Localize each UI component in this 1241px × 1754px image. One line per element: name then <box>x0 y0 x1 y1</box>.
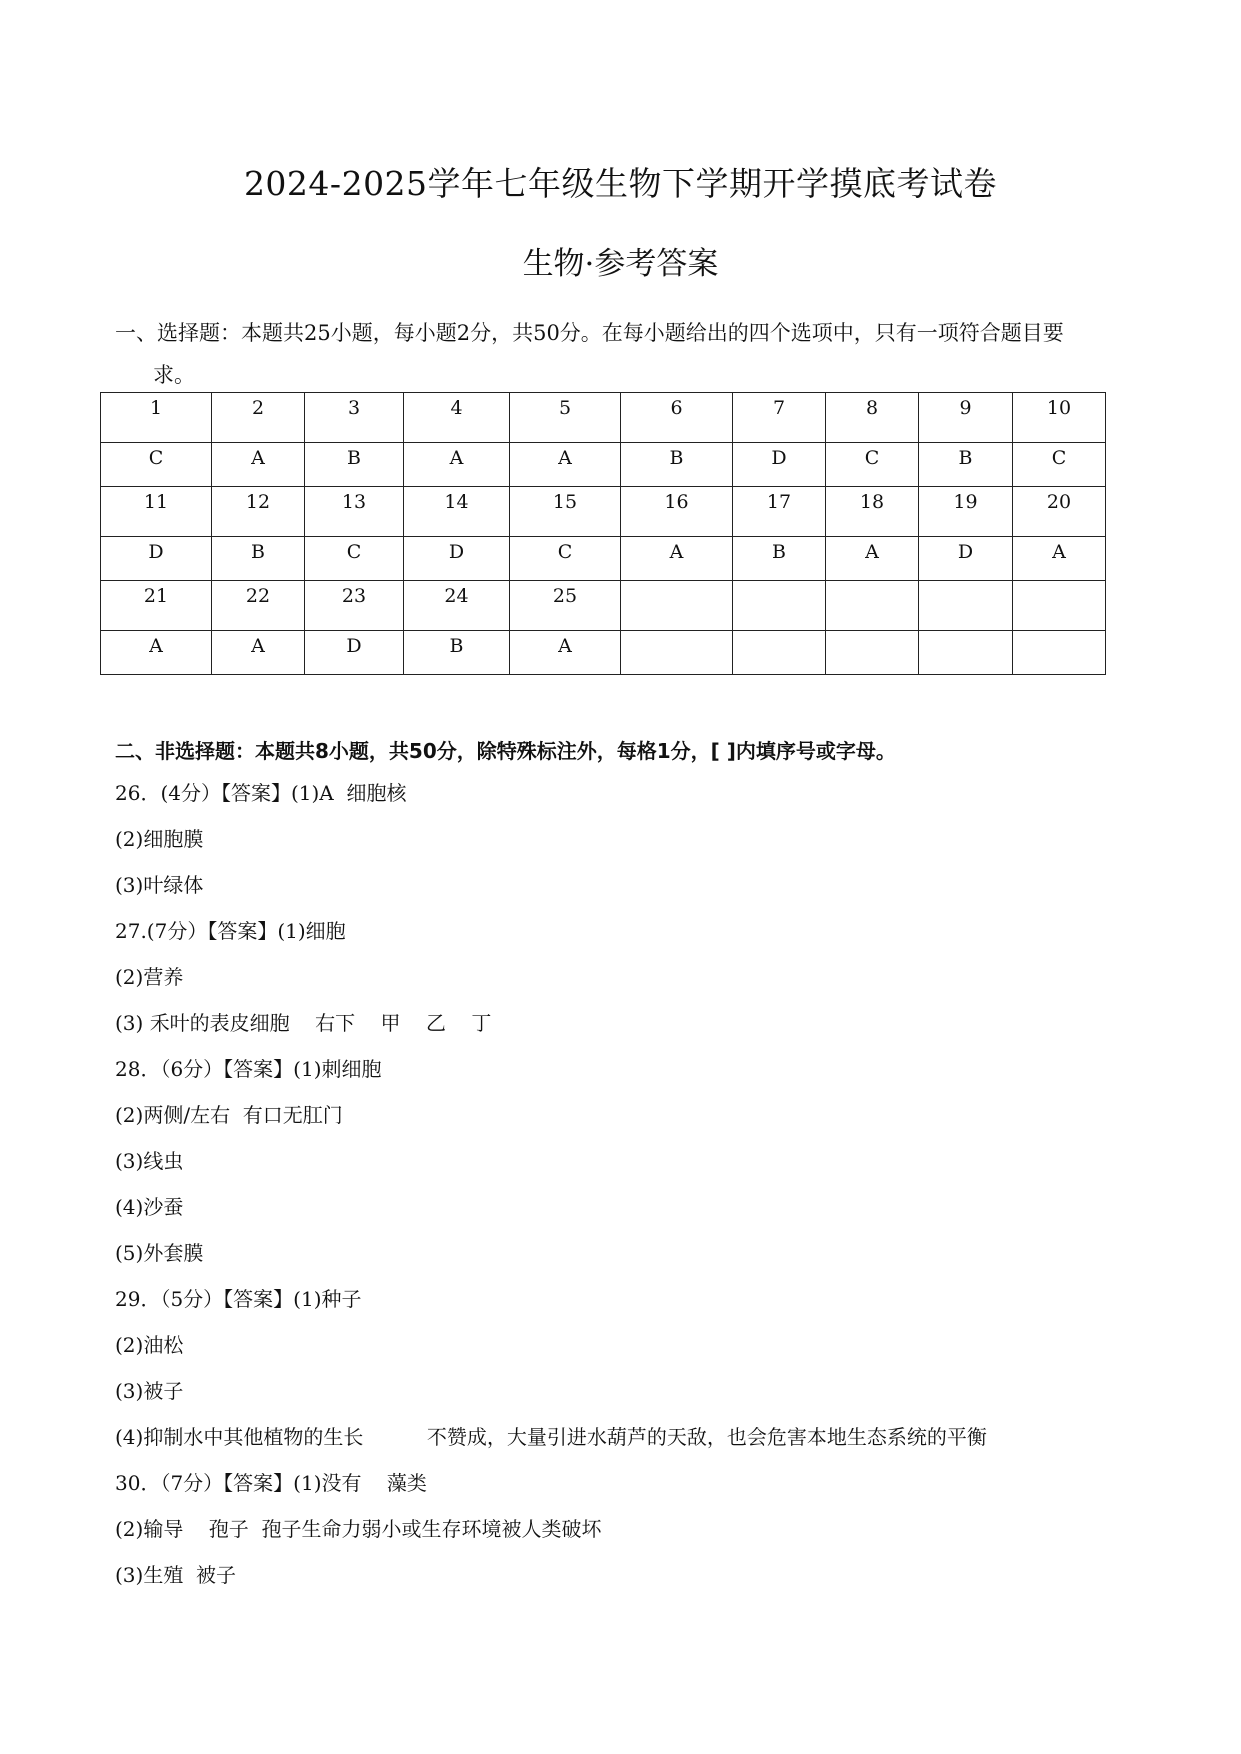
table-cell: A <box>212 443 305 487</box>
page-title: 2024-2025学年七年级生物下学期开学摸底考试卷 <box>243 164 998 203</box>
table-cell: D <box>305 631 404 675</box>
answer-line: (3) 禾叶的表皮细胞 右下 甲 乙 丁 <box>115 1011 492 1035</box>
question-number-row <box>101 581 1106 631</box>
table-cell: 7 <box>733 393 826 443</box>
table-cell: A <box>1013 537 1106 581</box>
table-cell <box>733 631 826 675</box>
table-cell: 21 <box>101 581 212 631</box>
answer-line: (4)抑制水中其他植物的生长 不赞成，大量引进水葫芦的天敌，也会危害本地生态系统的平衡 <box>115 1425 987 1449</box>
question-number-row <box>101 487 1106 537</box>
table-cell: A <box>826 537 919 581</box>
answer-line: 26．(4分）【答案】(1)A 细胞核 <box>115 781 407 805</box>
answer-line: 30．（7分）【答案】(1)没有 藻类 <box>115 1471 427 1495</box>
answers-list <box>115 770 987 1598</box>
table-cell: 23 <box>305 581 404 631</box>
answer-line: 29．（5分）【答案】(1)种子 <box>115 1287 362 1311</box>
table-cell <box>826 581 919 631</box>
answer-line: (3)叶绿体 <box>115 873 204 897</box>
answer-table-body <box>101 393 1106 675</box>
table-cell: 14 <box>404 487 510 537</box>
answer-line: 28．（6分）【答案】(1)刺细胞 <box>115 1057 382 1081</box>
section-one-heading <box>115 312 1135 396</box>
table-cell: 13 <box>305 487 404 537</box>
table-cell: B <box>404 631 510 675</box>
table-cell: D <box>101 537 212 581</box>
table-cell: 2 <box>212 393 305 443</box>
table-cell: D <box>919 537 1013 581</box>
answer-line: (2)营养 <box>115 965 184 989</box>
table-cell: A <box>404 443 510 487</box>
table-cell <box>826 631 919 675</box>
answer-line: (5)外套膜 <box>115 1241 204 1265</box>
table-cell <box>733 581 826 631</box>
table-cell <box>1013 581 1106 631</box>
section-one-heading-line2: 求。 <box>153 363 195 387</box>
answer-line: (3)生殖 被子 <box>115 1563 237 1587</box>
table-cell: 22 <box>212 581 305 631</box>
answer-table <box>100 392 1106 675</box>
table-cell: 17 <box>733 487 826 537</box>
answer-line: (2)油松 <box>115 1333 184 1357</box>
table-cell: B <box>212 537 305 581</box>
table-cell: 10 <box>1013 393 1106 443</box>
table-cell: 8 <box>826 393 919 443</box>
answer-line: 27.(7分）【答案】(1)细胞 <box>115 919 346 943</box>
answer-line: (2)两侧/左右 有口无肛门 <box>115 1103 343 1127</box>
table-cell: B <box>305 443 404 487</box>
table-cell: B <box>621 443 733 487</box>
table-cell: C <box>826 443 919 487</box>
table-cell: A <box>101 631 212 675</box>
table-cell: D <box>733 443 826 487</box>
table-cell: 24 <box>404 581 510 631</box>
table-cell <box>621 581 733 631</box>
question-number-row <box>101 393 1106 443</box>
table-cell: 4 <box>404 393 510 443</box>
section-one-heading-line1: 一、选择题：本题共25小题，每小题2分，共50分。在每小题给出的四个选项中，只有一项符合题目要 <box>115 321 1064 345</box>
table-cell: D <box>404 537 510 581</box>
table-cell: A <box>510 443 621 487</box>
answer-line: (4)沙蚕 <box>115 1195 184 1219</box>
table-cell <box>621 631 733 675</box>
table-cell: 11 <box>101 487 212 537</box>
table-cell: 12 <box>212 487 305 537</box>
table-cell: A <box>621 537 733 581</box>
table-cell: A <box>212 631 305 675</box>
table-cell: 25 <box>510 581 621 631</box>
answer-key-row <box>101 537 1106 581</box>
table-cell: 20 <box>1013 487 1106 537</box>
table-cell: 1 <box>101 393 212 443</box>
table-cell: B <box>919 443 1013 487</box>
answer-line: (2)细胞膜 <box>115 827 204 851</box>
answer-line: (3)被子 <box>115 1379 184 1403</box>
table-cell: 9 <box>919 393 1013 443</box>
section-two-heading: 二、非选择题：本题共8小题，共50分，除特殊标注外，每格1分，[ ]内填序号或字母。 <box>115 739 896 763</box>
answer-line: (2)输导 孢子 孢子生命力弱小或生存环境被人类破坏 <box>115 1517 602 1541</box>
answer-line: (3)线虫 <box>115 1149 184 1173</box>
page-subtitle: 生物·参考答案 <box>522 246 719 282</box>
table-cell: C <box>1013 443 1106 487</box>
table-cell: 15 <box>510 487 621 537</box>
table-cell: 5 <box>510 393 621 443</box>
table-cell: 16 <box>621 487 733 537</box>
table-cell <box>1013 631 1106 675</box>
table-cell <box>919 631 1013 675</box>
table-cell: A <box>510 631 621 675</box>
table-cell <box>919 581 1013 631</box>
table-cell: B <box>733 537 826 581</box>
table-cell: C <box>510 537 621 581</box>
table-cell: 18 <box>826 487 919 537</box>
answer-key-row <box>101 631 1106 675</box>
table-cell: 3 <box>305 393 404 443</box>
answer-key-row <box>101 443 1106 487</box>
table-cell: C <box>305 537 404 581</box>
table-cell: 6 <box>621 393 733 443</box>
table-cell: 19 <box>919 487 1013 537</box>
table-cell: C <box>101 443 212 487</box>
